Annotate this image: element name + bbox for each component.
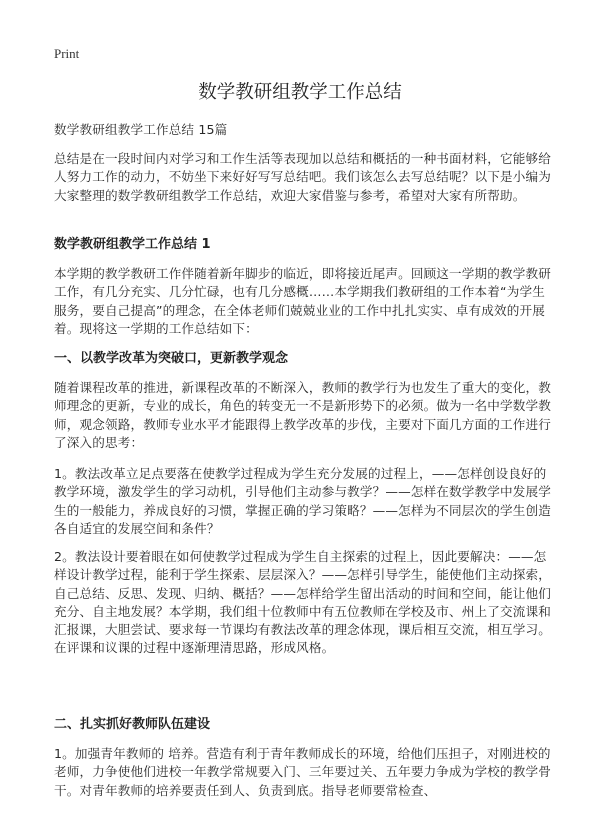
article-heading: 数学教研组教学工作总结 1 <box>54 237 211 252</box>
section1-item-2: 2。教法设计要着眼在如何使教学过程成为学生自主探索的过程上，因此要解决：——怎样设计教学过程，能利于学生探索、层层深入？——怎样引导学生，能使他们主动探索，自己总结、反思、发现、归纳、概括？——怎样给学生留出活动的时间和空间，能让他们充分、自主地发展？本学期，我们组十位教师中有五位教师在学校及市、州上了交流课和汇报课，大胆尝试、要求每一节课均有教法改革的理念体现，课后相互交流，相互学习。在评课和议课的过程中逐渐理清思路，形成风格。 <box>54 549 552 656</box>
section1-paragraph: 随着课程改革的推进，新课程改革的不断深入，教师的教学行为也发生了重大的变化，教师理念的更新，专业的成长，角色的转变无一不是新形势下的必须。做为一名中学数学教师，观念领路，教师专业水平才能跟得上教学改革的步伐，主要对下面几方面的工作进行了深入的思考： <box>54 380 552 450</box>
section-heading-1: 一、以教学改革为突破口，更新教学观念 <box>54 351 289 366</box>
section-heading-2: 二、扎实抓好教师队伍建设 <box>54 717 211 732</box>
article-intro-paragraph: 本学期的教学教研工作伴随着新年脚步的临近，即将接近尾声。回顾这一学期的教学教研工作，有几分充实、几分忙碌，也有几分感概……本学期我们教研组的工作本着“为学生服务，要自己提高”的理念，在全体老师们兢兢业业的工作中扎扎实实、卓有成效的开展着。现将这一学期的工作总结如下： <box>54 266 552 336</box>
section2-item-1: 1。加强青年教师的 培养。营造有利于青年教师成长的环境，给他们压担子，对刚进校的老师，力争使他们进校一年教学常规要入门、三年要过关、五年要力争成为学校的教学骨干。对青年教师的培养要责任到人、负责到底。指导老师要常检查、 <box>54 746 552 798</box>
document-title: 数学教研组教学工作总结 <box>198 82 402 103</box>
intro-paragraph: 总结是在一段时间内对学习和工作生活等表现加以总结和概括的一种书面材料，它能够给人努力工作的动力，不妨坐下来好好写写总结吧。我们该怎么去写总结呢？以下是小编为大家整理的数学教研组教学工作总结，欢迎大家借鉴与参考，希望对大家有所帮助。 <box>54 151 552 203</box>
print-label: Print <box>54 46 80 61</box>
document-subtitle: 数学教研组教学工作总结 15篇 <box>54 122 228 137</box>
section1-item-1: 1。教法改革立足点要落在使教学过程成为学生充分发展的过程上，——怎样创设良好的教学环境，激发学生的学习动机，引导他们主动参与教学？——怎样在数学教学中发展学生的一般能力，养成良好的习惯，掌握正确的学习策略？——怎样为不同层次的学生创造各自适宜的发展空间和条件？ <box>54 466 552 536</box>
